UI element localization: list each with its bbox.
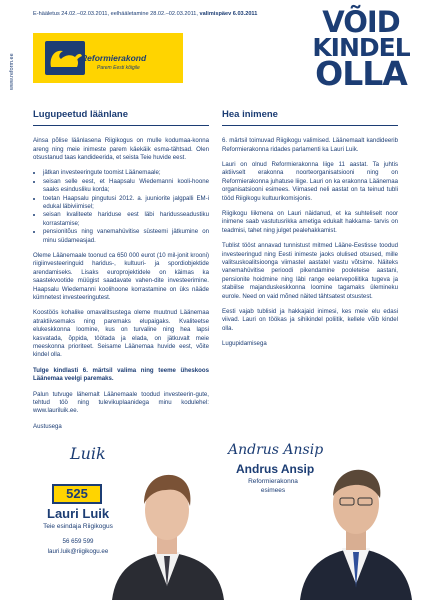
- right-closing: Lugupidamisega: [222, 340, 267, 348]
- left-paragraph-5: Palun tutvuge lähemalt Läänemaale toodud investeerin-gute, tehtud töö ning tulevikuplaanidega minu kodulehel: www.lauriluik.ee.: [33, 390, 209, 415]
- left-closing: Austusega: [33, 422, 62, 430]
- candidate-phone: 56 659 599: [62, 538, 94, 545]
- campaign-slogan: [302, 5, 420, 94]
- right-paragraph-3: Riigikogu liikmena on Lauri näidanud, et ka suhteliselt noor inimene saab vastutusrikka ametiga edukalt hakkama- tarvis on teadmisi, tahet ning julget pealehakkamist.: [222, 209, 398, 234]
- candidate-signature: Luik: [70, 444, 106, 463]
- right-paragraph-2: Lauri on olnud Reformierakonna liige 11 aastat. Ta juhtis aktiivselt erakonna noorteorganisatsiooni ning on Reformierakonna juhatuse liige. Lauri on ka erakonna Läänemaa organisatsiooni esimees. Viimased neli aastat on ta teinud tubli tööd Riigikogu kultuurikomisjonis.: [222, 160, 398, 202]
- left-paragraph-4: Tulge kindlasti 6. märtsil valima ning teeme üheskoos Läänemaa veelgi paremaks.: [33, 366, 209, 383]
- right-paragraph-4: Tublist tööst annavad tunnistust mitmed Lääne-Eestisse toodud investeeringud ning Eesti inimeste jaoks olulised otsused, mille valitsuskoalitsioonga viimastel aastatel vastu võtsime. Näiteks vanemahüvitise perioodi pikendamine pooleteise aastani, pensionite hoidmine ning läbi range eelarvepoliitika tugeva ja stabiilse majanduskeskkonna loomine tagamaks ülemineku eurole. Need on vaid mõned näited tähtsatest otsustest.: [222, 242, 398, 300]
- election-dates: [33, 11, 257, 17]
- letter-left-column: [33, 108, 209, 438]
- chairman-role-line-1: Reformierakonna: [248, 478, 298, 485]
- right-paragraph-1: 6. märtsil toimuvad Riigikogu valimised. Läänemaalt kandideerib Reformierakonna ridades parlamenti ka Lauri Luik.: [222, 137, 398, 153]
- right-heading: Hea inimene: [222, 108, 398, 126]
- website-url[interactable]: www.reform.ee: [9, 53, 15, 90]
- left-paragraph-1: Ainsa põlise läänlasena Riigikogus on mulle kodumaa-konna areng ning meie inimeste parem käekäik esma-tähtsad. Olen otsustanud taas kandideerida, et seista Teie huvide eest.: [33, 137, 209, 161]
- chairman-photo: [296, 448, 416, 600]
- candidate-photo: [104, 448, 230, 600]
- letter-right-column: [222, 108, 398, 356]
- left-paragraph-3: Koostöös kohalike omavalitsustega oleme muutnud Läänemaa atraktiivsemaks ning paremaks elupaigaks. Kvaliteetse elukeskkonna loomine, kus on turvaline ning hea lapsi kasvatada, õppida, töötada ja elada, on jätkuvalt meie meeskonna prioriteet. Seisame Läänemaa huvide eest, võite kindel olla.: [33, 309, 209, 359]
- chairman-name: Andrus Ansip: [236, 462, 315, 476]
- promise-item: • pensionitõus ning vanemahüvitise süsteemi jätkumine on minu südameasjad.: [43, 228, 209, 245]
- candidate-name: Lauri Luik: [47, 506, 110, 521]
- slogan-line-1: VÕID: [322, 5, 400, 39]
- candidate-role: Teie esindaja Riigikogus: [43, 523, 113, 530]
- promise-item: • jätkan investeeringute toomist Läänemaale;: [43, 169, 209, 177]
- logo-party-name: Reformierakond: [81, 53, 147, 63]
- right-paragraph-5: Eesti vajab tublisid ja hakkajaid inimesi, kes meie elu edasi viivad. Lauri on töökas ja sihikindel poliitik, kellele võib kindel olla.: [222, 308, 398, 332]
- squirrel-icon: [45, 43, 85, 73]
- voting-period-text: E-hääletus 24.02.–02.03.2011, eelhääletamine 28.02.–02.03.2011,: [33, 11, 200, 17]
- slogan-line-2: KINDEL: [312, 32, 410, 62]
- slogan-line-3: OLLA: [315, 54, 407, 94]
- logo-tagline: Parem Eesti kõigile: [97, 65, 140, 71]
- left-heading: Lugupeetud läänlane: [33, 108, 209, 126]
- chairman-role-line-2: esimees: [260, 487, 286, 494]
- chairman-signature: Andrus Ansip: [228, 442, 324, 458]
- promise-list: [33, 169, 209, 245]
- promise-item: • toetan Haapsalu pingutusi 2012. a. juuniorite jalgpalli EM-i edukal läbiviimisel;: [43, 195, 209, 212]
- left-paragraph-2: Oleme Läänemaale toonud ca 650 000 eurot (10 mil-jonit krooni) riigiinvesteeringuid haridus-, kultuuri- ja spordiobjektide arendamiseks. Lisaks europrojektidele on käimas ka saastekvootide müügist saadavate vahen-dite investeerimine. Haapsalu Wiedemanni koolihoone korrastamine on üks nääde kümnetest investeeringutest.: [33, 251, 209, 302]
- election-day-text: valimispäev 6.03.2011: [199, 11, 258, 17]
- promise-item: • seisan selle eest, et Haapsalu Wiedemanni kooli-hoone saaks esindusliku korda;: [43, 178, 209, 195]
- party-logo: [33, 33, 183, 83]
- promise-item: • seisan kvaliteete hariduse eest läbi haridusseadustiku korrastamise;: [43, 211, 209, 228]
- candidate-email[interactable]: lauri.luik@riigikogu.ee: [47, 548, 109, 555]
- candidate-number-badge: 525: [52, 484, 102, 504]
